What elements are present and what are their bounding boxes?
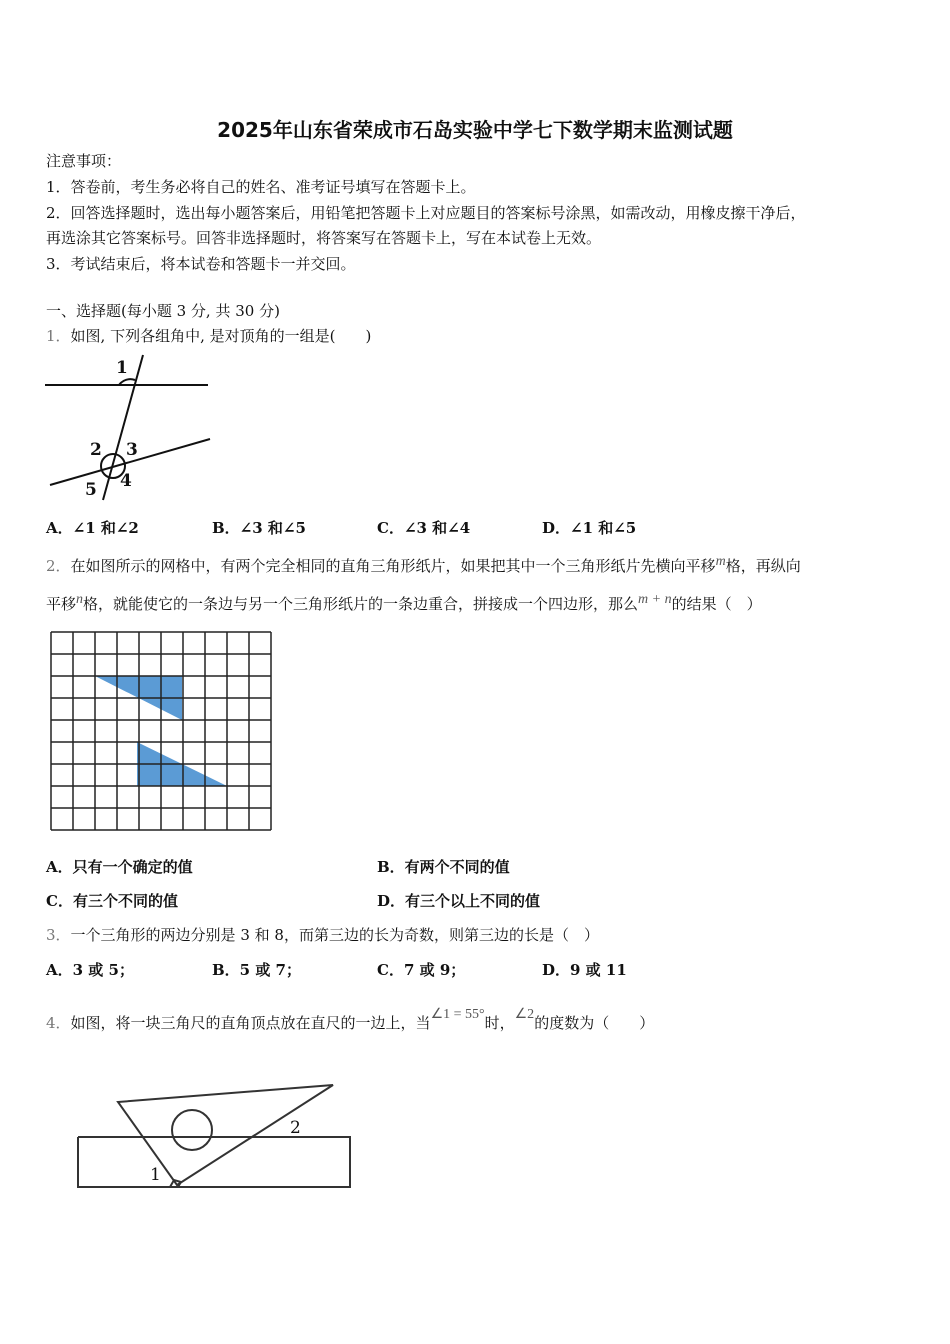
question-text: 在如图所示的网格中，有两个完全相同的直角三角形纸片，如果把其中一个三角形纸片先横向平移 [70,557,716,575]
angle-label: 2 [290,1118,301,1138]
angle-label: 3 [126,440,138,460]
question-number: 3． [46,926,71,944]
option-c[interactable]: C．有三个不同的值 [46,892,178,910]
notice-item: 3．考试结束后，将本试卷和答题卡一并交回。 [46,255,356,273]
variable-m: m [715,554,726,569]
notice-item: 2．回答选择题时，选出每小题答案后，用铅笔把答题卡上对应题目的答案标号涂黑，如需改动，用橡皮擦干净后， [46,204,806,222]
expression-m-plus-n: m + n [638,592,672,607]
option-c[interactable]: C．7 或 9； [377,961,466,979]
option-a[interactable]: A．3 或 5； [46,961,134,979]
option-a[interactable]: A．∠1 和∠2 [46,519,139,537]
question-text: 格，再纵向 [725,557,801,575]
question-text: 的结果（ ） [671,595,762,613]
page-title: 2025年山东省荣成市石岛实验中学七下数学期末监测试题 [217,118,733,142]
option-b[interactable]: B．有两个不同的值 [377,858,510,876]
question-2 [46,553,801,575]
angle-label: 1 [150,1165,161,1185]
question-text: 如图，将一块三角尺的直角顶点放在直尺的一边上，当 [70,1014,431,1032]
angle-label: 5 [85,480,97,500]
section-heading: 一、选择题(每小题 3 分, 共 30 分) [46,302,280,320]
question-4 [46,1006,654,1032]
question-3 [46,926,599,944]
q2-grid-figure [45,626,277,836]
question-text: 的度数为（ ） [534,1014,655,1032]
question-2-line2 [46,591,762,613]
question-text: 一个三角形的两边分别是 3 和 8，而第三边的长为奇数，则第三边的长是（ ） [70,926,599,944]
question-text: 格，就能使它的一条边与另一个三角形纸片的一条边重合，拼接成一个四边形，那么 [83,595,639,613]
question-number: 1． [46,327,71,345]
option-b[interactable]: B．5 或 7； [212,961,301,979]
notice-item: 1．答卷前，考生务必将自己的姓名、准考证号填写在答题卡上。 [46,178,476,196]
question-text: 时， [484,1014,515,1032]
question-1 [46,327,371,345]
notice-item: 再选涂其它答案标号。回答非选择题时，将答案写在答题卡上，写在本试卷上无效。 [46,229,602,247]
q1-figure [40,350,220,510]
question-number: 2． [46,557,71,575]
angle-label: 1 [116,358,128,378]
option-d[interactable]: D．9 或 11 [542,961,627,979]
question-text: 平移 [46,595,77,613]
option-d[interactable]: D．有三个以上不同的值 [377,892,541,910]
option-c[interactable]: C．∠3 和∠4 [377,519,471,537]
angle-2: ∠2 [514,1007,535,1022]
option-a[interactable]: A．只有一个确定的值 [46,858,193,876]
q4-figure [70,1078,360,1194]
notice-heading: 注意事项： [46,152,122,170]
option-d[interactable]: D．∠1 和∠5 [542,519,637,537]
angle-label: 2 [90,440,102,460]
question-text: 如图, 下列各组角中, 是对顶角的一组是( ) [70,327,372,345]
angle-label: 4 [120,471,132,491]
question-number: 4． [46,1014,71,1032]
option-b[interactable]: B．∠3 和∠5 [212,519,306,537]
variable-n: n [76,592,84,607]
condition-angle1: ∠1 = 55° [430,1007,485,1022]
